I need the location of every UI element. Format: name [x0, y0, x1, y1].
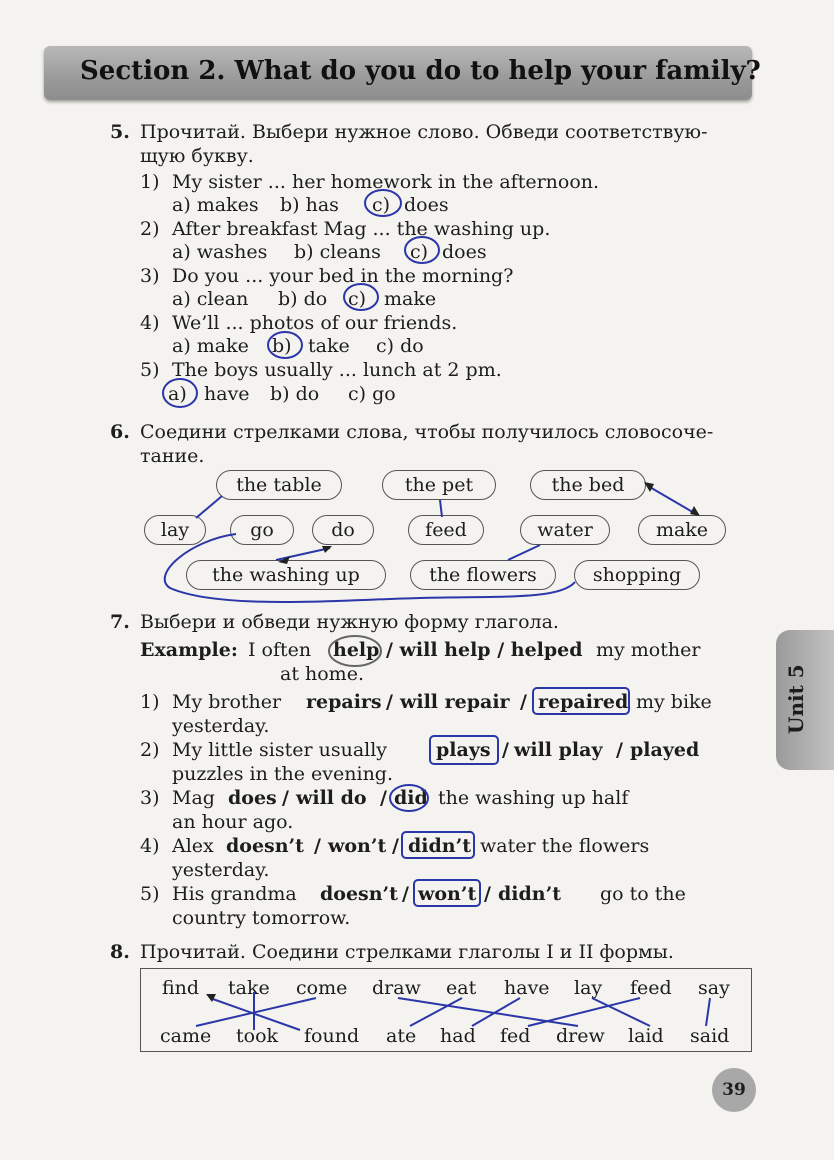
link-line — [196, 496, 222, 518]
ex7-instruction: Выбери и обведи нужную форму глагола. — [140, 611, 559, 633]
ex7-text: My little sister usually — [172, 739, 388, 761]
ex6-instruction-1: Соедини стрелками слова, чтобы получилось словосоче- — [140, 421, 714, 443]
ex5-instruction-1: Прочитай. Выбери нужное слово. Обведи соответствую- — [140, 121, 708, 143]
ex5-option-c: c) — [410, 241, 429, 263]
ex7-option: will do — [296, 787, 367, 809]
answer-circle — [365, 190, 401, 216]
ex5-question: My sister ... her homework in the afternoon. — [172, 171, 600, 193]
answer-circle — [390, 785, 428, 811]
ex7-text: My brother — [172, 691, 282, 713]
verb-form-1: come — [296, 977, 348, 999]
word-card-the-pet: the pet — [382, 470, 496, 500]
ex5-option-b: b) do — [270, 383, 320, 405]
ex5-number: 5. — [110, 121, 130, 143]
link-line — [472, 998, 520, 1026]
ex5-option-a: a) — [168, 383, 187, 405]
ex5-option-word: have — [204, 383, 250, 405]
link-line — [196, 998, 316, 1026]
ex5-option-a: a) make — [172, 335, 249, 357]
word-card-lay: lay — [144, 515, 206, 545]
example-circle — [329, 636, 381, 666]
ex5-option-word: take — [308, 335, 350, 357]
link-line — [706, 998, 710, 1026]
link-line — [410, 998, 462, 1026]
page-number: 39 — [712, 1068, 756, 1112]
ex7-item-num: 4) — [140, 835, 160, 857]
ex7-text: yesterday. — [172, 715, 270, 737]
link-line — [508, 545, 540, 560]
ex7-text: country tomorrow. — [172, 907, 351, 929]
verb-form-2: came — [160, 1025, 212, 1047]
ex7-option: will repair — [400, 691, 510, 713]
ex8-number: 8. — [110, 941, 130, 963]
ex7-option: didn’t — [408, 835, 471, 857]
verb-form-1: feed — [630, 977, 672, 999]
ex5-option-c: c) — [348, 288, 367, 310]
unit-tab-label: Unit 5 — [784, 664, 808, 734]
verb-form-1: have — [504, 977, 550, 999]
verb-form-2: found — [304, 1025, 360, 1047]
section-title: Section 2. What do you do to help your family? — [80, 56, 761, 86]
answer-box — [402, 832, 474, 858]
ex5-question: Do you ... your bed in the morning? — [172, 265, 514, 287]
ex5-option-word: does — [442, 241, 487, 263]
word-card-make: make — [638, 515, 726, 545]
ex5-instruction-2: щую букву. — [140, 145, 254, 167]
ex7-text: an hour ago. — [172, 811, 294, 833]
answer-box — [533, 688, 629, 714]
link-line — [440, 500, 442, 517]
ex7-number: 7. — [110, 611, 130, 633]
word-card-feed: feed — [408, 515, 484, 545]
example-text: my mother — [596, 639, 701, 661]
link-line — [276, 548, 330, 560]
example-answer: help — [333, 639, 380, 661]
ex7-text: go to the — [600, 883, 686, 905]
example-label: Example: — [140, 639, 238, 661]
verb-form-1: draw — [372, 977, 421, 999]
ex7-text: Alex — [172, 835, 214, 857]
link-line — [398, 998, 578, 1026]
ex7-text: yesterday. — [172, 859, 270, 881]
verb-form-2: fed — [500, 1025, 531, 1047]
ex7-text: His grandma — [172, 883, 297, 905]
verb-form-1: take — [228, 977, 270, 999]
link-line — [648, 486, 696, 514]
answer-box — [430, 736, 498, 764]
ex5-option-word: make — [384, 288, 437, 310]
answer-circle — [344, 284, 378, 310]
ex5-option-a: a) clean — [172, 288, 249, 310]
ex5-item-num: 2) — [140, 218, 160, 240]
ex7-option: repairs — [306, 691, 382, 713]
ex7-option: did — [394, 787, 428, 809]
example-options: / will help / helped — [386, 639, 583, 661]
ex5-option-c: c) do — [376, 335, 424, 357]
ex5-question: We’ll ... photos of our friends. — [172, 312, 458, 334]
ex8-instruction: Прочитай. Соедини стрелками глаголы I и II формы. — [140, 941, 674, 963]
ex5-option-c: c) — [372, 194, 391, 216]
verb-form-1: say — [698, 977, 730, 999]
word-card-the-washing-up: the washing up — [186, 560, 386, 590]
ex7-option: doesn’t — [320, 883, 398, 905]
answer-circle — [405, 237, 439, 263]
ex5-item-num: 1) — [140, 171, 160, 193]
ex7-text: the washing up half — [438, 787, 629, 809]
word-card-the-table: the table — [216, 470, 342, 500]
ex7-option: repaired — [538, 691, 629, 713]
ex5-option-word: does — [404, 194, 449, 216]
word-card-do: do — [312, 515, 374, 545]
ex5-item-num: 5) — [140, 359, 160, 381]
verb-form-2: took — [236, 1025, 279, 1047]
ex7-text: puzzles in the evening. — [172, 763, 394, 785]
verb-form-2: drew — [556, 1025, 605, 1047]
verb-form-2: ate — [386, 1025, 417, 1047]
ex5-option-a: a) makes — [172, 194, 259, 216]
word-card-water: water — [520, 515, 610, 545]
ex7-text: Mag — [172, 787, 215, 809]
ex7-item-num: 5) — [140, 883, 160, 905]
word-card-the-flowers: the flowers — [410, 560, 556, 590]
ex6-number: 6. — [110, 421, 130, 443]
example-text: at home. — [280, 663, 364, 685]
ex5-option-a: a) washes — [172, 241, 268, 263]
verb-form-1: eat — [446, 977, 477, 999]
answer-box — [414, 880, 480, 906]
verb-form-2: had — [440, 1025, 476, 1047]
ex5-option-b: b) has — [280, 194, 339, 216]
word-card-go: go — [230, 515, 294, 545]
ex5-option-b: b) do — [278, 288, 328, 310]
ex6-instruction-2: тание. — [140, 445, 205, 467]
verb-form-2: said — [690, 1025, 730, 1047]
ex7-option: played — [630, 739, 700, 761]
ex5-option-b: b) cleans — [294, 241, 381, 263]
ex7-option: won’t — [418, 883, 477, 905]
verb-form-1: lay — [574, 977, 603, 999]
ex7-option: won’t — [328, 835, 387, 857]
link-line — [165, 534, 575, 602]
answer-circle — [268, 332, 302, 358]
example-text: I often — [248, 639, 312, 661]
answer-circle — [163, 379, 197, 407]
ex7-option: does — [228, 787, 277, 809]
ex7-text: water the flowers — [480, 835, 650, 857]
verb-form-1: find — [162, 977, 200, 999]
word-card-the-bed: the bed — [530, 470, 646, 500]
ex7-option: will play — [514, 739, 603, 761]
ex7-option: didn’t — [498, 883, 561, 905]
ex5-item-num: 3) — [140, 265, 160, 287]
verb-form-2: laid — [628, 1025, 664, 1047]
word-card-shopping: shopping — [574, 560, 700, 590]
ex5-question: The boys usually ... lunch at 2 pm. — [172, 359, 502, 381]
ex5-item-num: 4) — [140, 312, 160, 334]
ex5-option-c: c) go — [348, 383, 396, 405]
ex7-option: plays — [436, 739, 491, 761]
ex5-option-b: b) — [272, 335, 292, 357]
ex7-item-num: 3) — [140, 787, 160, 809]
ex7-item-num: 1) — [140, 691, 160, 713]
ex7-text: my bike — [636, 691, 712, 713]
ex7-item-num: 2) — [140, 739, 160, 761]
ex5-question: After breakfast Mag ... the washing up. — [172, 218, 551, 240]
ex7-option: doesn’t — [226, 835, 304, 857]
